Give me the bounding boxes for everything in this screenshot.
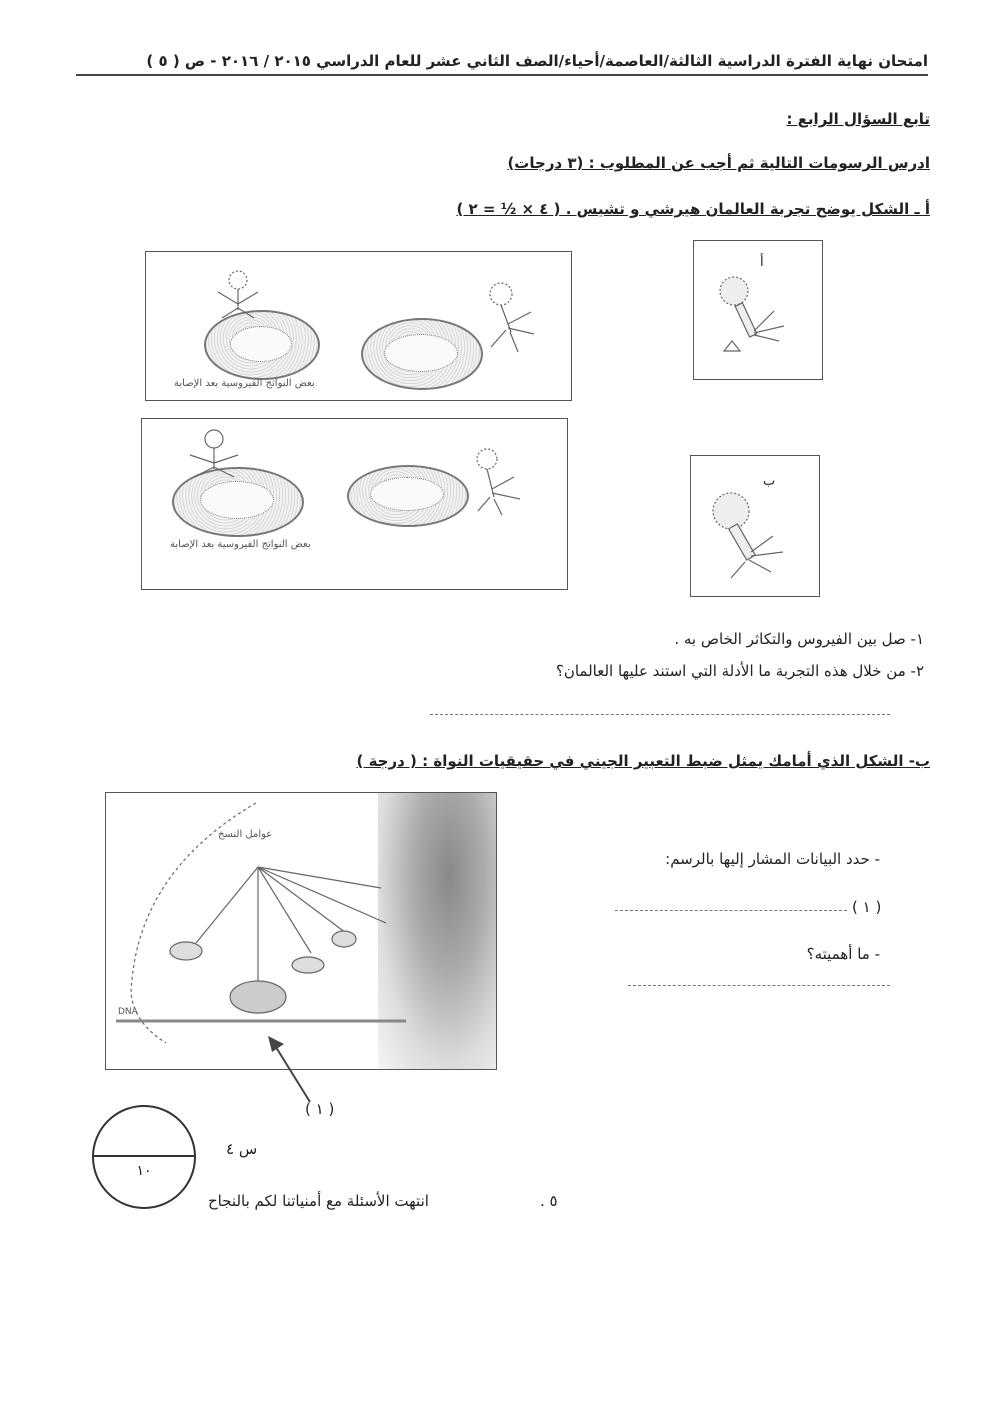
page-mark: ٥ .	[540, 1192, 558, 1210]
answer-label: ( ١ )	[852, 898, 882, 916]
figure-experiment-bottom	[141, 418, 568, 590]
part-a-title: أ ـ الشكل يوضح تجربة العالمان هيرشي و تشيس . ( ٤ × ½ = ٢ )	[456, 200, 930, 218]
figure-caption: بعض النواتج الفيروسية بعد الإصابة	[170, 539, 311, 550]
score-divider	[94, 1155, 194, 1157]
answer-line	[628, 985, 890, 986]
figure-experiment-top	[145, 251, 572, 401]
dna-label: DNA	[118, 1007, 138, 1017]
figure-virus-a	[693, 240, 823, 380]
score-bottom: ١٠	[136, 1163, 152, 1179]
figure-gene-expression	[105, 792, 497, 1070]
part-b-question-2: - ما أهميته؟	[806, 945, 880, 963]
figure-virus-b	[690, 455, 820, 597]
figure-label-a: أ	[760, 255, 764, 270]
answer-line	[430, 714, 890, 715]
virus-b-drawing	[691, 456, 819, 596]
gene-expression-drawing	[106, 793, 496, 1069]
score-circle	[92, 1105, 196, 1209]
part-b-title: ب- الشكل الذي أمامك يمثل ضبط التعبير الجيني في حقيقيات النواة : ( درجة )	[356, 752, 930, 770]
question-title: تابع السؤال الرابع :	[786, 110, 930, 128]
figure-label-transcription-factors: عوامل النسخ	[218, 829, 273, 840]
part-a-question-2: ٢- من خلال هذه التجربة ما الأدلة التي استند عليها العالمان؟	[555, 662, 924, 680]
score-label: س ٤	[226, 1140, 258, 1158]
pointer-arrow	[260, 1030, 340, 1110]
figure-caption: بعض النواتج الفيروسية بعد الإصابة	[174, 378, 315, 389]
exam-header: امتحان نهاية الفترة الدراسية الثالثة/العاصمة/أحياء/الصف الثاني عشر للعام الدراسي ٢٠١٥ / ٢٠١٦ - ص ( ٥ )	[76, 52, 928, 76]
arrow-label: ( ١ )	[305, 1100, 335, 1118]
part-b-question-1: - حدد البيانات المشار إليها بالرسم:	[665, 850, 880, 868]
closing-text: انتهت الأسئلة مع أمنياتنا لكم بالنجاح	[208, 1192, 429, 1210]
answer-line	[615, 910, 847, 911]
figure-label-b: ب	[763, 474, 776, 489]
part-a-question-1: ١- صل بين الفيروس والتكاثر الخاص به .	[674, 630, 924, 648]
phage-drawings	[142, 419, 567, 589]
virus-a-drawing	[694, 241, 822, 379]
question-instruction: ادرس الرسومات التالية ثم أجب عن المطلوب : (٣ درجات)	[507, 154, 930, 172]
